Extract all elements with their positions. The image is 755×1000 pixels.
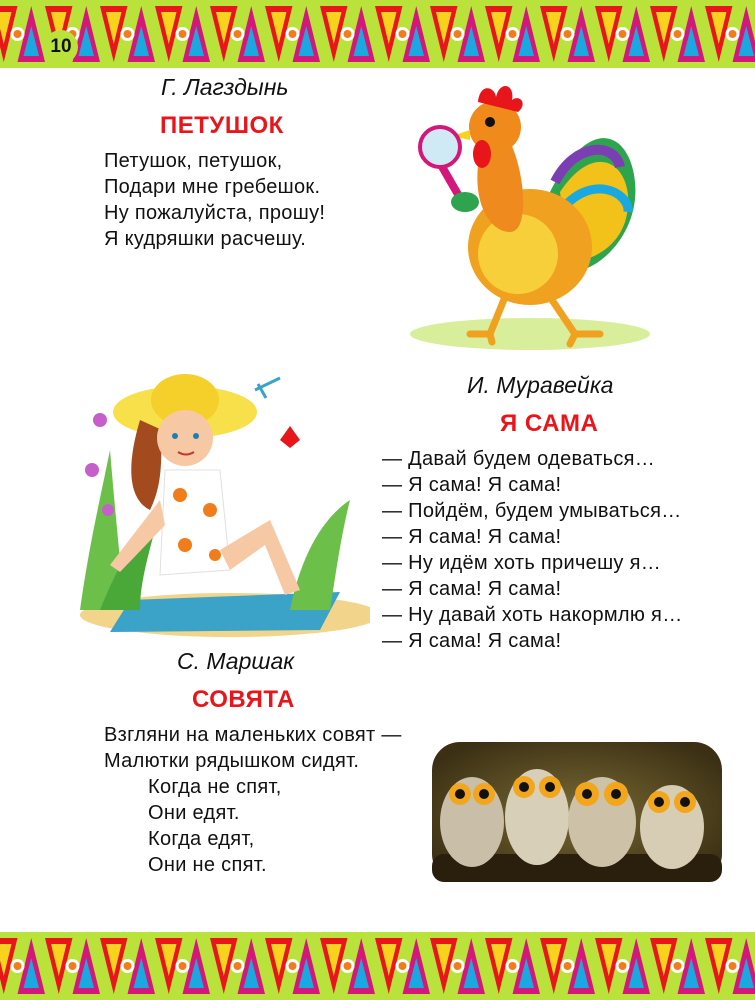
verse-line: — Ну идём хоть причешу я… (382, 552, 662, 574)
verse-line: — Я сама! Я сама! (382, 630, 562, 652)
owl (440, 777, 504, 867)
verse-line: Малютки рядышком сидят. (104, 750, 360, 772)
poem-2-title: Я САМА (500, 410, 599, 437)
verse-line: — Пойдём, будем умываться… (382, 500, 682, 522)
bottom-ornament-border (0, 932, 755, 1000)
verse-line: Я кудряшки расчешу. (104, 228, 307, 250)
top-ornament-border (0, 0, 755, 68)
verse-line: Когда едят, (148, 828, 255, 850)
verse-line: Они не спят. (148, 854, 267, 876)
owl (640, 785, 704, 869)
poem-3-author: С. Маршак (177, 648, 295, 674)
verse-line: Взгляни на маленьких совят — (104, 724, 402, 746)
verse-line: — Я сама! Я сама! (382, 578, 562, 600)
poem-3-verse (104, 722, 402, 878)
owl (505, 769, 569, 865)
owls-illustration (432, 742, 722, 882)
poem-2-verse (382, 446, 683, 654)
verse-line: — Давай будем одеваться… (382, 448, 656, 470)
poem-1-author: Г. Лагздынь (161, 74, 289, 100)
verse-line: — Я сама! Я сама! (382, 526, 562, 548)
poem-2-author: И. Муравейка (467, 372, 614, 398)
verse-line: Они едят. (148, 802, 240, 824)
verse-line: Петушок, петушок, (104, 150, 283, 172)
verse-line: — Ну давай хоть накормлю я… (382, 604, 683, 626)
verse-line: Когда не спят, (148, 776, 282, 798)
owl (568, 777, 636, 867)
verse-line: Подари мне гребешок. (104, 176, 321, 198)
poem-1-title: ПЕТУШОК (160, 112, 284, 139)
rooster-illustration (400, 72, 650, 352)
poem-3-title: СОВЯТА (192, 686, 295, 713)
verse-line: — Я сама! Я сама! (382, 474, 562, 496)
poem-1-verse (104, 148, 325, 252)
verse-line: Ну пожалуйста, прошу! (104, 202, 326, 224)
page-number: 10 (44, 30, 78, 64)
girl-illustration (70, 360, 370, 640)
